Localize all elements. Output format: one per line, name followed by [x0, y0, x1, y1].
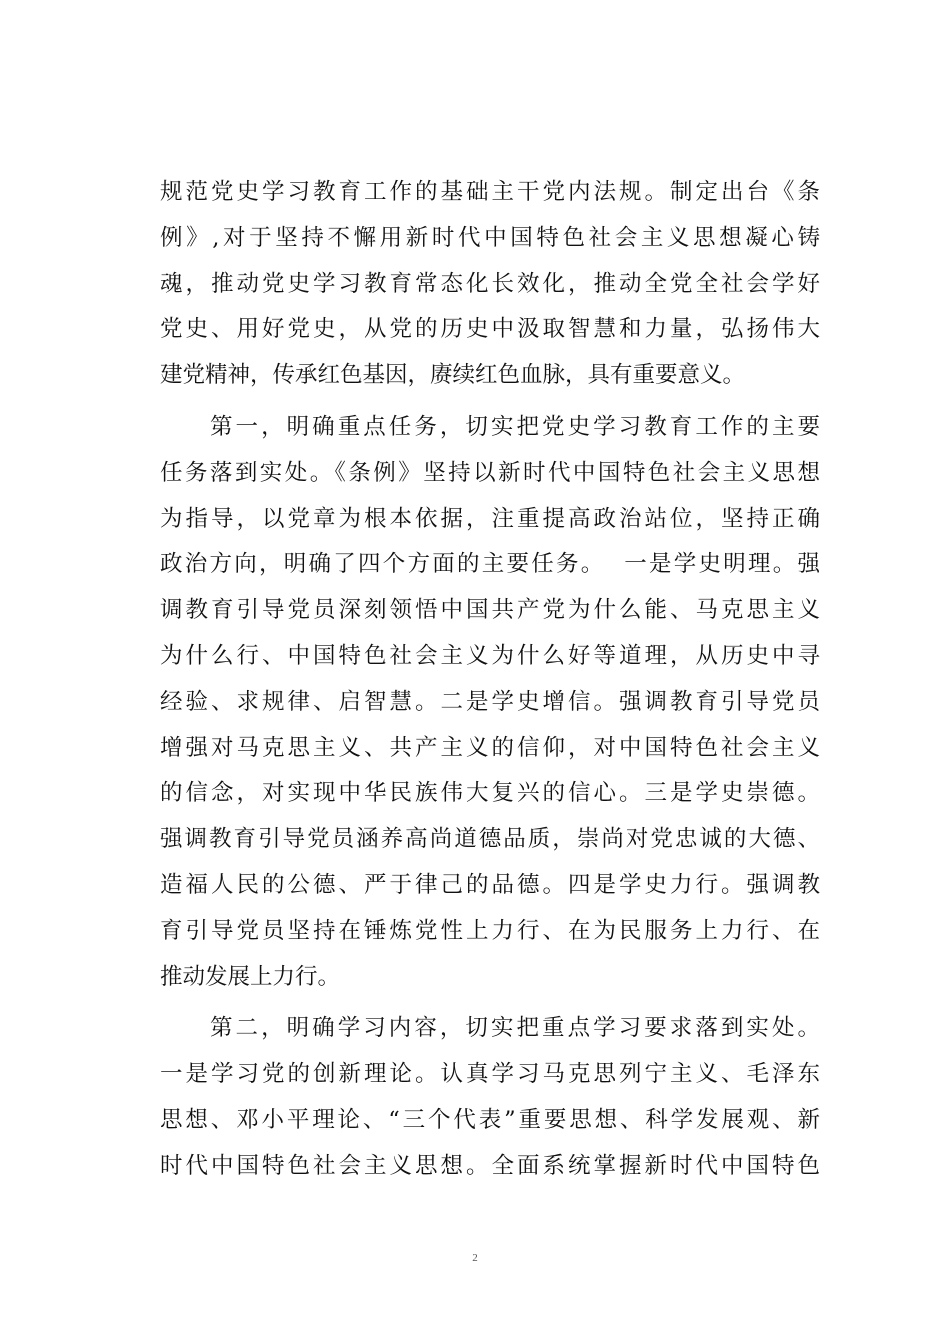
text-line: 强调教育引导党员涵养高尚道德品质，崇尚对党忠诚的大德、 — [160, 826, 820, 853]
text-line: 调教育引导党员深刻领悟中国共产党为什么能、马克思主义 — [160, 597, 820, 624]
text-line: 政治方向，明确了四个方面的主要任务。 一是学史明理。强 — [160, 551, 820, 578]
text-line: 育引导党员坚持在锤炼党性上力行、在为民服务上力行、在 — [160, 917, 820, 944]
text-line: 经验、求规律、启智慧。二是学史增信。强调教育引导党员 — [160, 688, 820, 715]
text-line: 为什么行、中国特色社会主义为什么好等道理，从历史中寻 — [160, 642, 820, 669]
text-line: 的信念，对实现中华民族伟大复兴的信心。三是学史崇德。 — [160, 780, 820, 807]
text-line: 为指导，以党章为根本依据，注重提高政治站位，坚持正确 — [160, 505, 820, 532]
text-line: 任务落到实处。《条例》坚持以新时代中国特色社会主义思想 — [160, 459, 820, 486]
text-line: 魂，推动党史学习教育常态化长效化，推动全党全社会学好 — [160, 270, 820, 297]
text-line: 思想、邓小平理论、“三个代表”重要思想、科学发展观、新 — [160, 1106, 820, 1133]
document-body — [160, 170, 840, 1190]
text-line: 例》,对于坚持不懈用新时代中国特色社会主义思想凝心铸 — [160, 224, 820, 251]
text-line: 推动发展上力行。 — [160, 963, 341, 990]
text-line: 党史、用好党史，从党的历史中汲取智慧和力量，弘扬伟大 — [160, 316, 820, 343]
page-number: 2 — [472, 1252, 478, 1264]
text-line: 增强对马克思主义、共产主义的信仰，对中国特色社会主义 — [160, 734, 820, 761]
text-line: 造福人民的公德、严于律己的品德。四是学史力行。强调教 — [160, 871, 820, 898]
text-line: 规范党史学习教育工作的基础主干党内法规。制定出台《条 — [160, 179, 820, 205]
text-line: 时代中国特色社会主义思想。全面系统掌握新时代中国特色 — [160, 1152, 820, 1179]
text-line: 一是学习党的创新理论。认真学习马克思列宁主义、毛泽东 — [160, 1061, 820, 1088]
text-line: 建党精神，传承红色基因，赓续红色血脉，具有重要意义。 — [160, 362, 746, 389]
paragraph-first-line: 第一，明确重点任务，切实把党史学习教育工作的主要 — [210, 413, 820, 440]
paragraph-first-line: 第二，明确学习内容，切实把重点学习要求落到实处。 — [210, 1015, 820, 1042]
